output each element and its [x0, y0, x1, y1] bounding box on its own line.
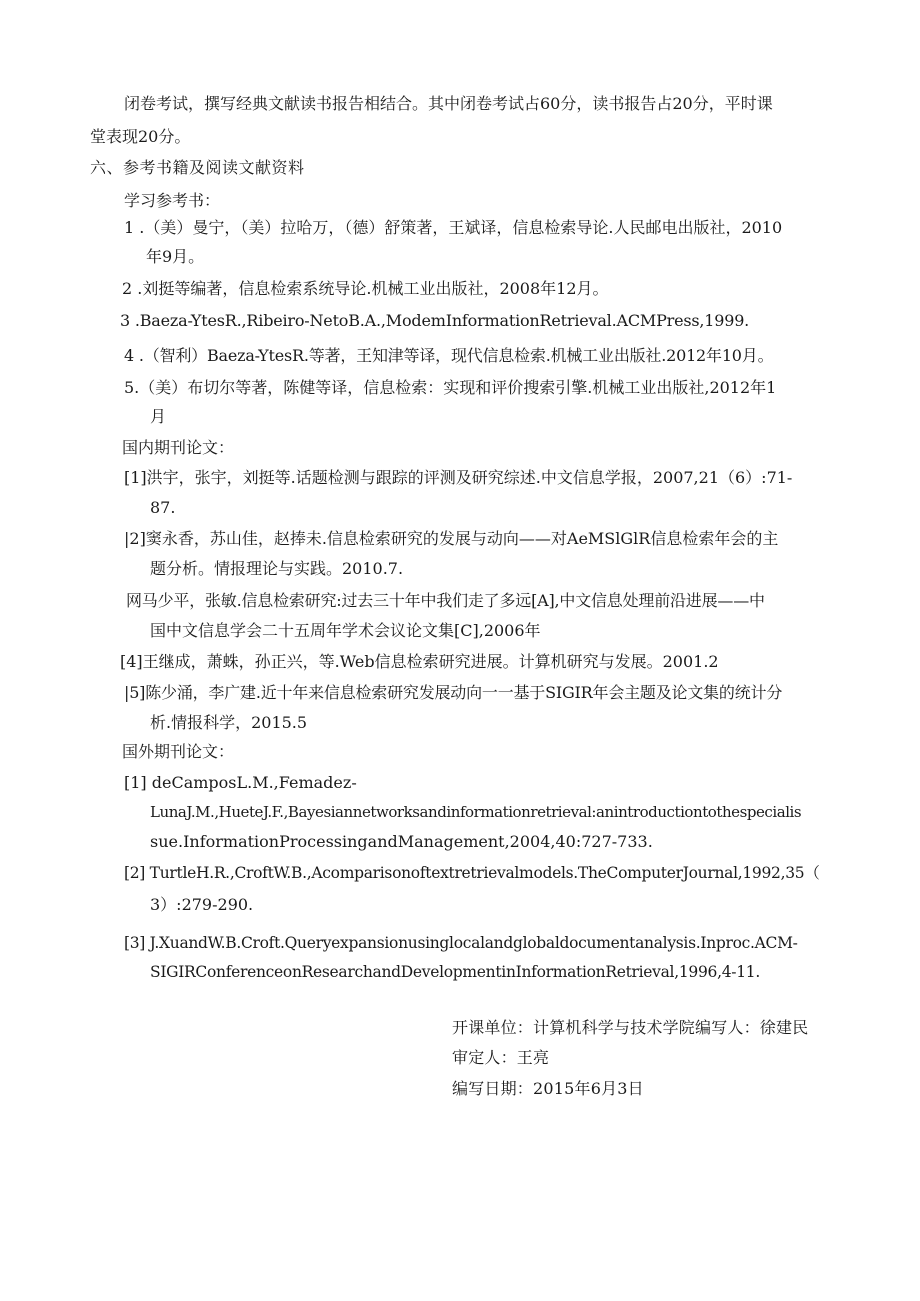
section-heading: 六、参考书籍及阅读文献资料: [90, 158, 305, 177]
signature-date: 编写日期：2015年6月3日: [452, 1079, 644, 1098]
domestic-item-2-line-2: 题分析。情报理论与实践。2010.7.: [150, 559, 404, 578]
book-item-1-line-2: 年9月。: [146, 247, 205, 266]
domestic-item-3-line-1: 网马少平，张敏.信息检索研究:过去三十年中我们走了多远[A],中文信息处理前沿进展——中: [126, 591, 765, 610]
books-label: 学习参考书：: [124, 191, 221, 210]
foreign-item-1-line-3: sue.InformationProcessingandManagement,2004,40:727-733.: [150, 832, 653, 851]
book-item-2: 2 .刘挺等编著，信息检索系统导论.机械工业出版社，2008年12月。: [122, 279, 609, 298]
signature-reviewer: 审定人：王亮: [452, 1048, 550, 1067]
book-item-1-line-1: 1 .（美）曼宁，（美）拉哈万，（德）舒策著，王斌译，信息检索导论.人民邮电出版社，2010: [124, 218, 783, 237]
foreign-item-2-line-1: [2] TurtleH.R.,CroftW.B.,Acomparisonoftextretrievalmodels.TheComputerJournal,1992,35（: [124, 864, 820, 882]
signature-unit: 开课单位：计算机科学与技术学院编写人：徐建民: [452, 1018, 809, 1037]
book-item-3: 3 .Baeza-YtesR.,Ribeiro-NetoB.A.,ModemInformationRetrieval.ACMPress,1999.: [120, 311, 750, 330]
domestic-item-4: [4]王继成，萧蛛，孙正兴，等.Web信息检索研究进展。计算机研究与发展。2001.2: [120, 652, 719, 671]
foreign-item-3-line-2: SIGIRConferenceonResearchandDevelopmentinInformationRetrieval,1996,4-11.: [150, 963, 760, 981]
book-item-4: 4 .（智利）Baeza-YtesR.等著，王知津等译，现代信息检索.机械工业出版社.2012年10月。: [124, 346, 774, 365]
foreign-item-3-line-1: [3] J.XuandW.B.Croft.Queryexpansionusinglocalandglobaldocumentanalysis.Inproc.ACM-: [124, 934, 798, 952]
foreign-item-1-line-1: [1] deCamposL.M.,Femadez-: [124, 773, 357, 792]
book-item-5-line-1: 5.（美）布切尔等著，陈健等译，信息检索：实现和评价搜索引擎.机械工业出版社,2012年1: [124, 378, 777, 397]
domestic-item-2-line-1: |2]窦永香，苏山佳，赵捧未.信息检索研究的发展与动向——对AeMSlGlR信息检索年会的主: [124, 529, 779, 548]
book-item-5-line-2: 月: [150, 407, 167, 426]
domestic-item-1-line-1: [1]洪宇，张宇，刘挺等.话题检测与跟踪的评测及研究综述.中文信息学报，2007,21（6）:71-: [124, 468, 793, 487]
assessment-line-2: 堂表现20分。: [90, 127, 191, 146]
domestic-item-1-line-2: 87.: [150, 498, 176, 517]
foreign-label: 国外期刊论文：: [122, 742, 235, 761]
domestic-item-5-line-1: |5]陈少涌，李广建.近十年来信息检索研究发展动向一一基于SIGIR年会主题及论文集的统计分: [124, 683, 783, 702]
domestic-item-5-line-2: 析.情报科学，2015.5: [150, 713, 308, 732]
assessment-line-1: 闭卷考试，撰写经典文献读书报告相结合。其中闭卷考试占60分，读书报告占20分，平时课: [124, 94, 773, 113]
domestic-label: 国内期刊论文：: [122, 438, 235, 457]
foreign-item-1-line-2: LunaJ.M.,HueteJ.F.,Bayesiannetworksandinformationretrieval:anintroductiontothespecialis: [150, 803, 802, 821]
foreign-item-2-line-2: 3）:279-290.: [150, 895, 254, 914]
domestic-item-3-line-2: 国中文信息学会二十五周年学术会议论文集[C],2006年: [150, 621, 541, 640]
